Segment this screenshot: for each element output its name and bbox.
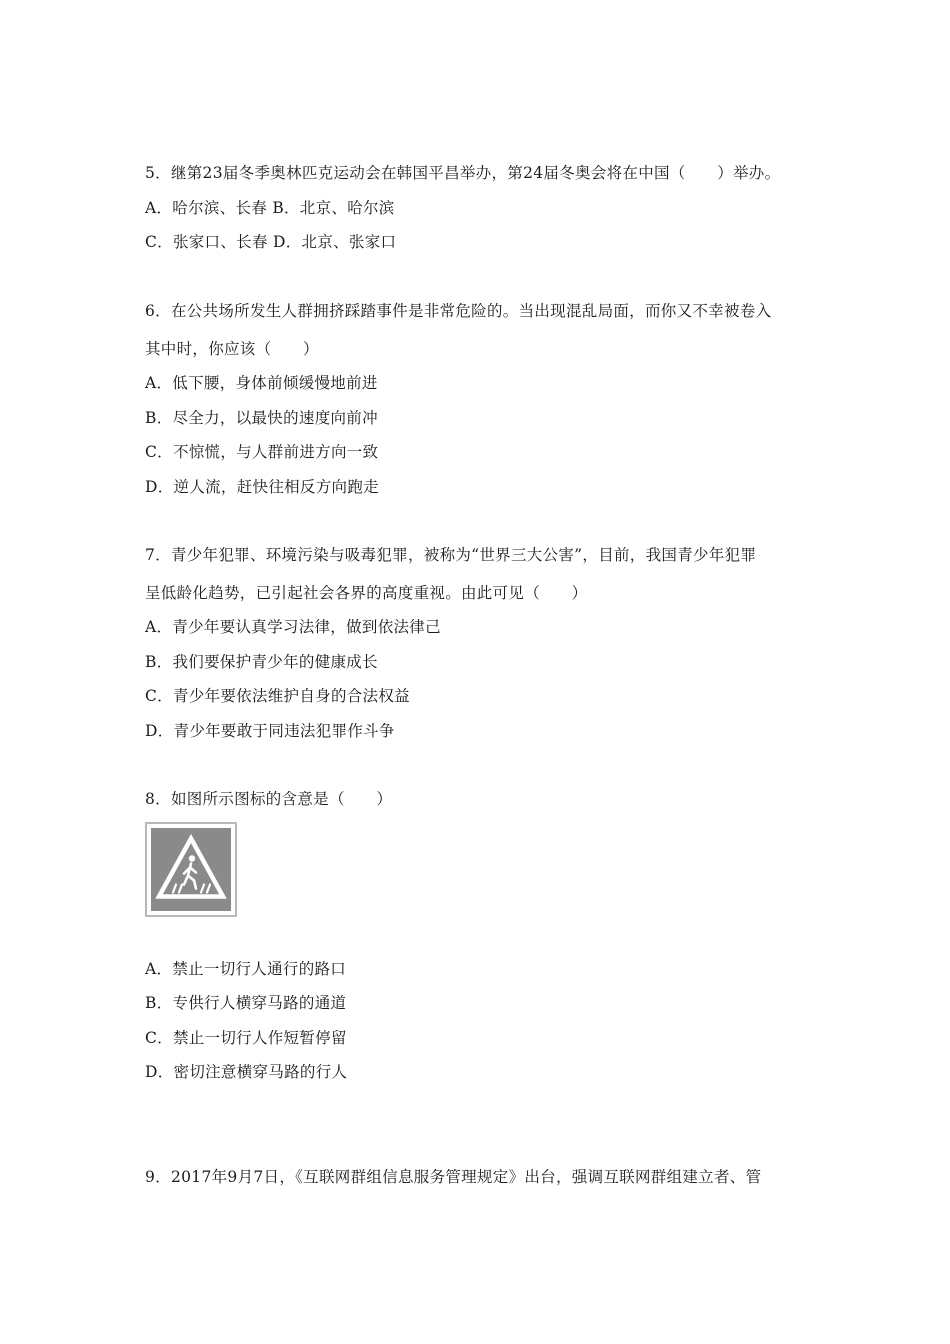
sign-background	[151, 828, 231, 911]
q6-option-b: B．尽全力，以最快的速度向前冲	[145, 409, 378, 427]
q5-options-line2: C．张家口、长春 D．北京、张家口	[145, 233, 397, 251]
q8-option-d: D．密切注意横穿马路的行人	[145, 1063, 348, 1081]
q5-stem: 5．继第23届冬季奥林匹克运动会在韩国平昌举办，第24届冬奥会将在中国（ ）举办。	[145, 164, 781, 182]
q7-stem-line1: 7．青少年犯罪、环境污染与吸毒犯罪，被称为“世界三大公害”，目前，我国青少年犯罪	[145, 546, 757, 564]
q7-stem-line2: 呈低龄化趋势，已引起社会各界的高度重视。由此可见（ ）	[145, 584, 588, 602]
q6-stem-line1: 6．在公共场所发生人群拥挤踩踏事件是非常危险的。当出现混乱局面，而你又不幸被卷入	[145, 302, 772, 320]
q8-option-a: A．禁止一切行人通行的路口	[145, 960, 347, 978]
q8-option-b: B．专供行人横穿马路的通道	[145, 994, 347, 1012]
q8-option-c: C．禁止一切行人作短暂停留	[145, 1029, 347, 1047]
pedestrian-crossing-icon	[151, 828, 231, 911]
pedestrian-crossing-sign-icon	[145, 822, 237, 917]
q7-option-d: D．青少年要敢于同违法犯罪作斗争	[145, 722, 395, 740]
q6-stem-line2: 其中时，你应该（ ）	[145, 340, 319, 358]
q6-option-d: D．逆人流，赶快往相反方向跑走	[145, 478, 379, 496]
q8-stem: 8．如图所示图标的含意是（ ）	[145, 790, 393, 808]
q6-option-a: A．低下腰，身体前倾缓慢地前进	[145, 374, 378, 392]
q7-option-a: A．青少年要认真学习法律，做到依法律己	[145, 618, 441, 636]
q5-options-line1: A．哈尔滨、长春 B．北京、哈尔滨	[145, 199, 395, 217]
q9-stem-line1: 9．2017年9月7日，《互联网群组信息服务管理规定》出台，强调互联网群组建立者、管	[145, 1168, 762, 1186]
q7-option-c: C．青少年要依法维护自身的合法权益	[145, 687, 410, 705]
q7-option-b: B．我们要保护青少年的健康成长	[145, 653, 378, 671]
q6-option-c: C．不惊慌，与人群前进方向一致	[145, 443, 379, 461]
